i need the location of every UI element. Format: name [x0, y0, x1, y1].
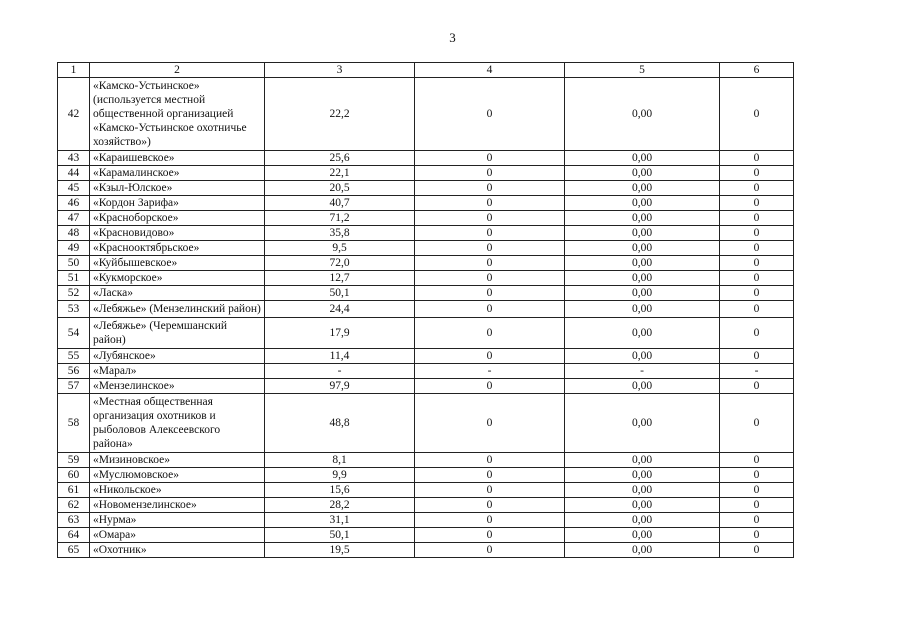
row-area-cell: 19,5 [265, 543, 415, 558]
row-col4-cell: 0 [415, 301, 565, 318]
row-col4-cell: 0 [415, 181, 565, 196]
row-col6-cell: 0 [720, 211, 794, 226]
row-name-cell: «Никольское» [90, 483, 265, 498]
row-col4-cell: 0 [415, 498, 565, 513]
row-number-cell: 56 [58, 364, 90, 379]
row-col5-cell: 0,00 [565, 349, 720, 364]
table-row [58, 498, 794, 513]
row-col6-cell: 0 [720, 468, 794, 483]
row-col4-cell: 0 [415, 468, 565, 483]
row-name-cell: «Кукморское» [90, 271, 265, 286]
table-row [58, 286, 794, 301]
row-col5-cell: 0,00 [565, 318, 720, 349]
row-col5-cell: 0,00 [565, 151, 720, 166]
row-area-cell: 9,5 [265, 241, 415, 256]
row-col6-cell: 0 [720, 241, 794, 256]
row-col4-cell: 0 [415, 394, 565, 453]
table-row [58, 468, 794, 483]
row-area-cell: 24,4 [265, 301, 415, 318]
row-number-cell: 57 [58, 379, 90, 394]
row-name-cell: «Краснооктябрьское» [90, 241, 265, 256]
row-col5-cell: 0,00 [565, 453, 720, 468]
row-col4-cell: 0 [415, 256, 565, 271]
row-area-cell: 28,2 [265, 498, 415, 513]
row-col6-cell: 0 [720, 226, 794, 241]
row-number-cell: 63 [58, 513, 90, 528]
table-row [58, 241, 794, 256]
table-row [58, 151, 794, 166]
row-area-cell: 20,5 [265, 181, 415, 196]
row-name-cell: «Охотник» [90, 543, 265, 558]
page-number: 3 [449, 30, 456, 45]
row-number-cell: 47 [58, 211, 90, 226]
row-area-cell: 17,9 [265, 318, 415, 349]
table-row [58, 318, 794, 349]
row-col6-cell: 0 [720, 349, 794, 364]
row-col4-cell: 0 [415, 286, 565, 301]
table-body [58, 63, 794, 558]
row-col4-cell: 0 [415, 196, 565, 211]
row-name-cell: «Камско-Устьинское» (используется местной общественной организацией «Камско-Устьинское охотничье хозяйство») [90, 78, 265, 151]
row-number-cell: 45 [58, 181, 90, 196]
table-row [58, 271, 794, 286]
row-number-cell: 60 [58, 468, 90, 483]
row-col4-cell: 0 [415, 226, 565, 241]
row-number-cell: 43 [58, 151, 90, 166]
row-name-cell: «Караишевское» [90, 151, 265, 166]
row-number-cell: 55 [58, 349, 90, 364]
row-name-cell: «Омара» [90, 528, 265, 543]
header-cell-4: 4 [415, 63, 565, 78]
table-row [58, 301, 794, 318]
header-cell-2: 2 [90, 63, 265, 78]
row-area-cell: 40,7 [265, 196, 415, 211]
row-name-cell: «Лебяжье» (Мензелинский район) [90, 301, 265, 318]
header-cell-3: 3 [265, 63, 415, 78]
row-col5-cell: 0,00 [565, 528, 720, 543]
row-name-cell: «Кордон Зарифа» [90, 196, 265, 211]
row-col5-cell: 0,00 [565, 286, 720, 301]
row-area-cell: 50,1 [265, 528, 415, 543]
row-area-cell: 9,9 [265, 468, 415, 483]
row-col6-cell: 0 [720, 196, 794, 211]
row-col4-cell: 0 [415, 543, 565, 558]
table-row [58, 483, 794, 498]
row-col4-cell: 0 [415, 241, 565, 256]
row-number-cell: 44 [58, 166, 90, 181]
hunting-grounds-table [57, 62, 794, 558]
table-row [58, 78, 794, 151]
table-row [58, 256, 794, 271]
row-name-cell: «Новомензелинское» [90, 498, 265, 513]
row-number-cell: 52 [58, 286, 90, 301]
row-name-cell: «Красноборское» [90, 211, 265, 226]
row-col5-cell: 0,00 [565, 78, 720, 151]
row-name-cell: «Нурма» [90, 513, 265, 528]
row-col6-cell: 0 [720, 483, 794, 498]
header-cell-5: 5 [565, 63, 720, 78]
row-area-cell: 11,4 [265, 349, 415, 364]
row-col4-cell: 0 [415, 271, 565, 286]
row-area-cell: 25,6 [265, 151, 415, 166]
row-col6-cell: 0 [720, 271, 794, 286]
row-col4-cell: 0 [415, 78, 565, 151]
row-col4-cell: - [415, 364, 565, 379]
table-row [58, 543, 794, 558]
row-name-cell: «Местная общественная организация охотников и рыболовов Алексеевского района» [90, 394, 265, 453]
row-col6-cell: 0 [720, 166, 794, 181]
row-col6-cell: 0 [720, 394, 794, 453]
row-number-cell: 64 [58, 528, 90, 543]
row-col6-cell: 0 [720, 453, 794, 468]
row-name-cell: «Лубянское» [90, 349, 265, 364]
row-col5-cell: 0,00 [565, 241, 720, 256]
table-row [58, 364, 794, 379]
row-col5-cell: 0,00 [565, 196, 720, 211]
row-col5-cell: 0,00 [565, 181, 720, 196]
row-name-cell: «Ласка» [90, 286, 265, 301]
row-col6-cell: 0 [720, 78, 794, 151]
row-area-cell: 71,2 [265, 211, 415, 226]
row-col5-cell: 0,00 [565, 498, 720, 513]
row-name-cell: «Кзыл-Юлское» [90, 181, 265, 196]
row-area-cell: 50,1 [265, 286, 415, 301]
row-col4-cell: 0 [415, 513, 565, 528]
row-col6-cell: 0 [720, 256, 794, 271]
table-row [58, 379, 794, 394]
header-cell-6: 6 [720, 63, 794, 78]
row-col5-cell: 0,00 [565, 271, 720, 286]
row-col6-cell: - [720, 364, 794, 379]
row-col5-cell: 0,00 [565, 166, 720, 181]
table-row [58, 394, 794, 453]
row-number-cell: 65 [58, 543, 90, 558]
row-area-cell: 22,2 [265, 78, 415, 151]
row-col5-cell: 0,00 [565, 483, 720, 498]
table-row [58, 181, 794, 196]
row-number-cell: 46 [58, 196, 90, 211]
row-col5-cell: 0,00 [565, 468, 720, 483]
row-col5-cell: - [565, 364, 720, 379]
row-area-cell: 72,0 [265, 256, 415, 271]
row-number-cell: 61 [58, 483, 90, 498]
row-col4-cell: 0 [415, 528, 565, 543]
row-number-cell: 54 [58, 318, 90, 349]
row-col5-cell: 0,00 [565, 543, 720, 558]
table-header-row [58, 63, 794, 78]
row-col6-cell: 0 [720, 151, 794, 166]
row-col4-cell: 0 [415, 349, 565, 364]
row-col5-cell: 0,00 [565, 301, 720, 318]
row-col6-cell: 0 [720, 181, 794, 196]
row-col6-cell: 0 [720, 513, 794, 528]
row-area-cell: 22,1 [265, 166, 415, 181]
row-col4-cell: 0 [415, 151, 565, 166]
row-col4-cell: 0 [415, 211, 565, 226]
row-col6-cell: 0 [720, 286, 794, 301]
row-col4-cell: 0 [415, 318, 565, 349]
row-area-cell: 12,7 [265, 271, 415, 286]
row-col5-cell: 0,00 [565, 379, 720, 394]
row-area-cell: 35,8 [265, 226, 415, 241]
row-name-cell: «Мизиновское» [90, 453, 265, 468]
table-row [58, 513, 794, 528]
row-area-cell: - [265, 364, 415, 379]
table-row [58, 453, 794, 468]
row-col4-cell: 0 [415, 453, 565, 468]
table-row [58, 528, 794, 543]
header-cell-1: 1 [58, 63, 90, 78]
row-col6-cell: 0 [720, 498, 794, 513]
row-number-cell: 50 [58, 256, 90, 271]
row-number-cell: 42 [58, 78, 90, 151]
row-number-cell: 62 [58, 498, 90, 513]
row-col4-cell: 0 [415, 166, 565, 181]
row-area-cell: 48,8 [265, 394, 415, 453]
row-col5-cell: 0,00 [565, 513, 720, 528]
row-number-cell: 58 [58, 394, 90, 453]
row-name-cell: «Куйбышевское» [90, 256, 265, 271]
row-col4-cell: 0 [415, 379, 565, 394]
row-name-cell: «Карамалинское» [90, 166, 265, 181]
row-number-cell: 51 [58, 271, 90, 286]
row-col6-cell: 0 [720, 318, 794, 349]
row-number-cell: 49 [58, 241, 90, 256]
table-row [58, 196, 794, 211]
table-row [58, 349, 794, 364]
row-name-cell: «Лебяжье» (Черемшанский район) [90, 318, 265, 349]
row-col6-cell: 0 [720, 543, 794, 558]
row-col6-cell: 0 [720, 301, 794, 318]
row-area-cell: 31,1 [265, 513, 415, 528]
row-number-cell: 53 [58, 301, 90, 318]
row-name-cell: «Муслюмовское» [90, 468, 265, 483]
row-number-cell: 48 [58, 226, 90, 241]
row-name-cell: «Мензелинское» [90, 379, 265, 394]
table-row [58, 166, 794, 181]
row-col5-cell: 0,00 [565, 394, 720, 453]
table-row [58, 226, 794, 241]
row-number-cell: 59 [58, 453, 90, 468]
row-col5-cell: 0,00 [565, 256, 720, 271]
row-col4-cell: 0 [415, 483, 565, 498]
row-name-cell: «Красновидово» [90, 226, 265, 241]
row-area-cell: 97,9 [265, 379, 415, 394]
row-col6-cell: 0 [720, 379, 794, 394]
row-name-cell: «Марал» [90, 364, 265, 379]
row-area-cell: 8,1 [265, 453, 415, 468]
row-area-cell: 15,6 [265, 483, 415, 498]
row-col5-cell: 0,00 [565, 226, 720, 241]
row-col5-cell: 0,00 [565, 211, 720, 226]
table-row [58, 211, 794, 226]
row-col6-cell: 0 [720, 528, 794, 543]
